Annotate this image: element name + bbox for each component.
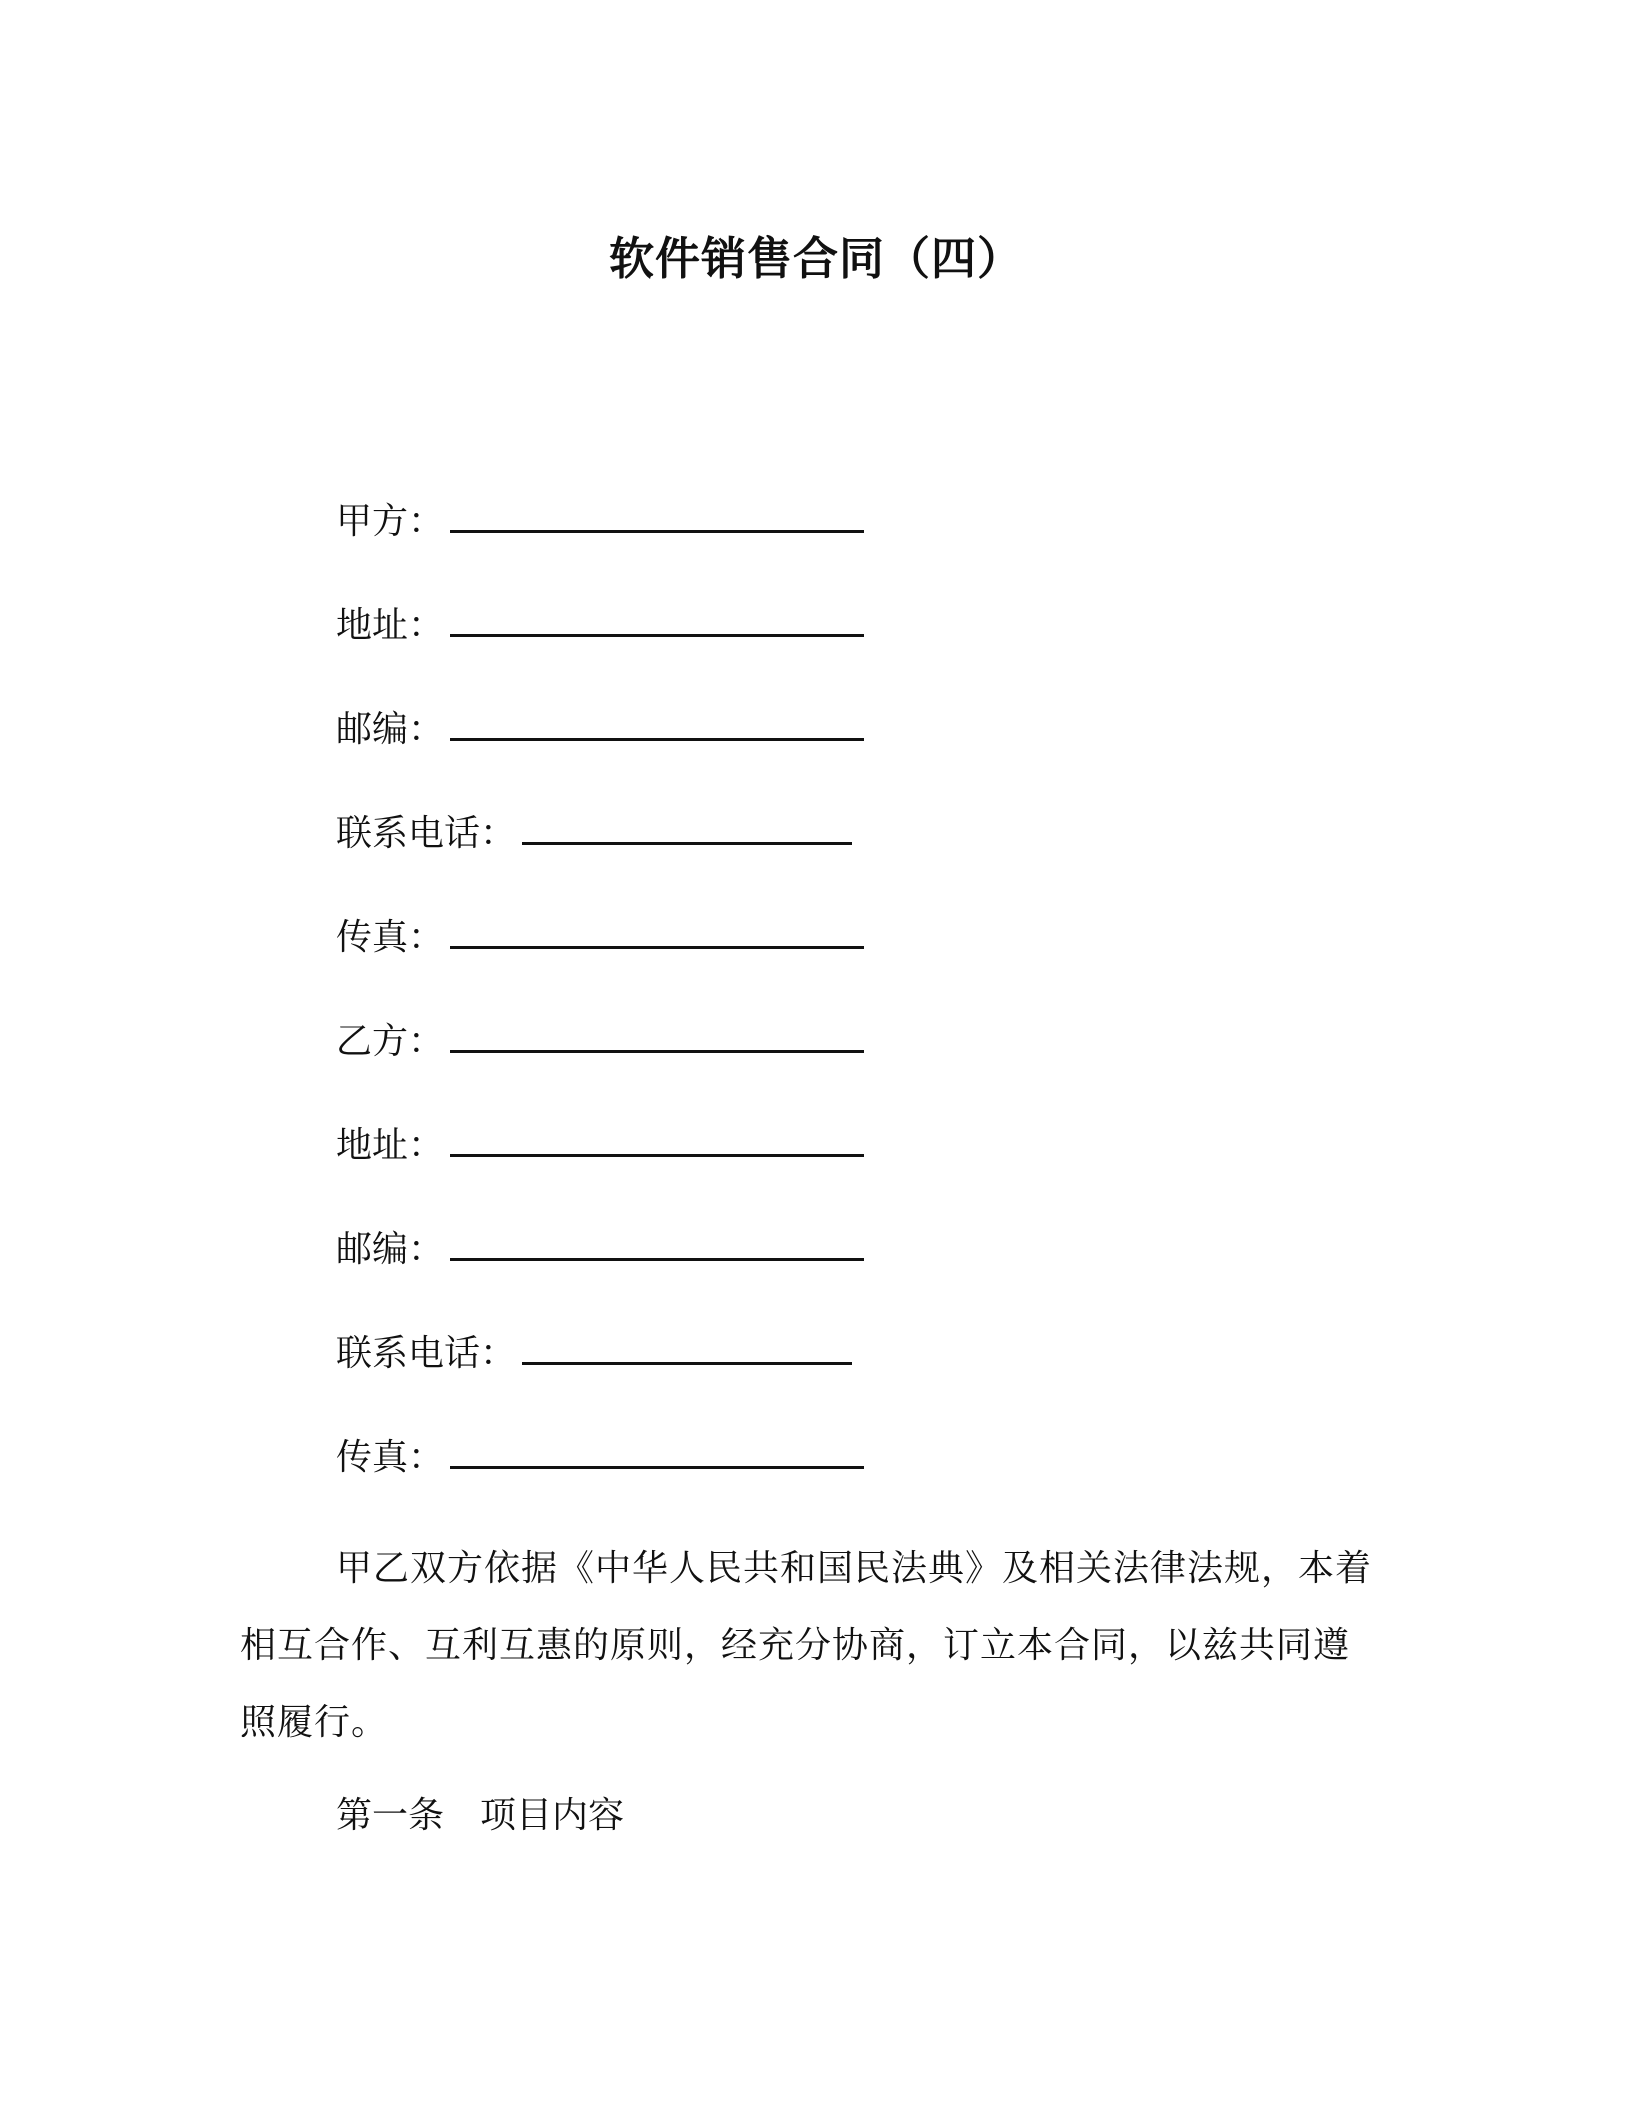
fill-in-blank (450, 1436, 864, 1469)
intro-paragraph: 甲乙双方依据《中华人民共和国民法典》及相关法律法规，本着相互合作、互利互惠的原则，经充分协商，订立本合同，以兹共同遵照履行。 (240, 1548, 1373, 1743)
document-title: 软件销售合同（四） (608, 232, 1023, 285)
fill-in-blank (450, 1020, 864, 1053)
fill-in-blank (450, 1124, 864, 1157)
fill-in-blank (450, 708, 864, 741)
field-row-party-b-address (336, 1116, 864, 1220)
field-row-party-a-phone (336, 804, 864, 908)
field-label: 联系电话： (336, 1333, 517, 1374)
fill-in-blank (522, 812, 852, 845)
field-row-party-b-fax (336, 1428, 864, 1532)
field-label: 传真： (336, 1437, 445, 1478)
field-row-party-b (336, 1012, 864, 1116)
fill-in-blank (450, 604, 864, 637)
fill-in-blank (450, 916, 864, 949)
fill-in-blank (450, 500, 864, 533)
fill-in-blank (522, 1332, 852, 1365)
field-row-party-a-postcode (336, 700, 864, 804)
party-info-fields (336, 492, 864, 1532)
field-row-party-a-address (336, 596, 864, 700)
field-label: 邮编： (336, 1229, 445, 1270)
field-label: 地址： (336, 605, 445, 646)
field-label: 地址： (336, 1125, 445, 1166)
field-label: 传真： (336, 917, 445, 958)
field-row-party-a-fax (336, 908, 864, 1012)
field-label: 甲方： (336, 501, 445, 542)
field-label: 乙方： (336, 1021, 445, 1062)
field-row-party-b-phone (336, 1324, 864, 1428)
field-row-party-a (336, 492, 864, 596)
article-heading: 第一条 项目内容 (336, 1795, 625, 1836)
field-label: 联系电话： (336, 813, 517, 854)
field-row-party-b-postcode (336, 1220, 864, 1324)
fill-in-blank (450, 1228, 864, 1261)
field-label: 邮编： (336, 709, 445, 750)
